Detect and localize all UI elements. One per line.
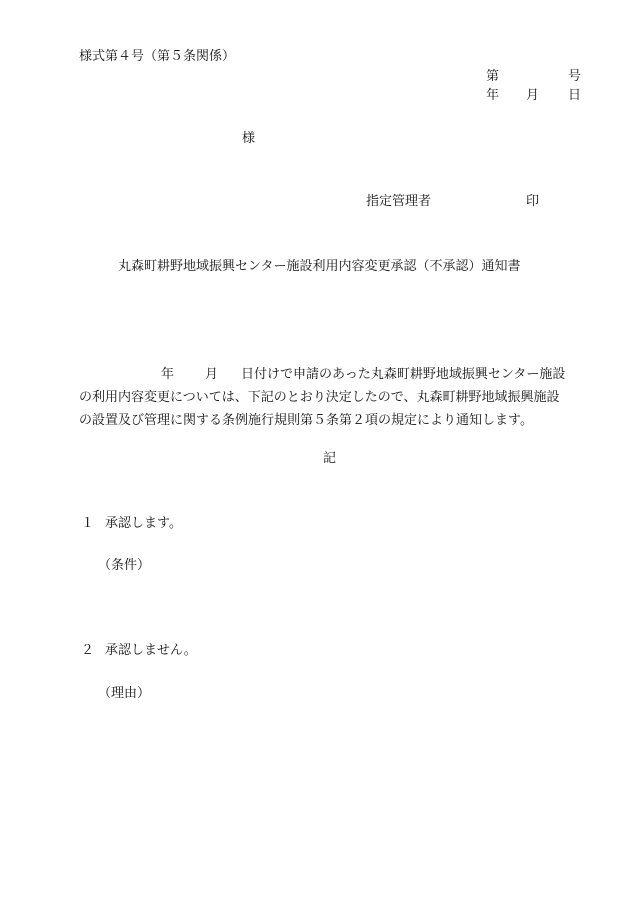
- item-approve-note: （条件）: [98, 558, 151, 573]
- item-reject-note: （理由）: [98, 686, 151, 701]
- body-month-label: 月: [205, 367, 219, 382]
- body-line-2: の利用内容変更については、下記のとおり決定したので、丸森町耕野地域振興施設: [79, 390, 560, 405]
- item-number: １: [81, 516, 95, 531]
- date-year-label: 年: [486, 88, 500, 103]
- addressee-honorific: 様: [242, 131, 256, 146]
- body-year-label: 年: [161, 367, 175, 382]
- item-reject: [81, 643, 197, 659]
- document-title: 丸森町耕野地域振興センター施設利用内容変更承認（不承認）通知書: [118, 259, 521, 274]
- body-line-1: [79, 363, 584, 386]
- item-number: ２: [81, 643, 95, 658]
- document-date: [486, 88, 581, 104]
- body-line-1-text: 日付けで申請のあった丸森町耕野地域振興センター施設: [241, 367, 566, 382]
- number-prefix: 第: [486, 69, 500, 84]
- body-line-3: の設置及び管理に関する条例施行規則第５条第２項の規定により通知します。: [79, 413, 533, 428]
- issuer-label: 指定管理者: [366, 194, 432, 209]
- item-text: 承認します。: [105, 516, 182, 531]
- date-day-label: 日: [568, 88, 582, 103]
- seal-mark: 印: [526, 194, 540, 209]
- date-month-label: 月: [526, 88, 540, 103]
- body-paragraph: [79, 363, 584, 432]
- issuer-line: [366, 194, 539, 210]
- form-number: 様式第４号（第５条関係）: [79, 49, 236, 64]
- number-suffix: 号: [568, 69, 582, 84]
- ki-heading: 記: [323, 451, 337, 466]
- document-number: [486, 69, 581, 85]
- item-approve: [81, 516, 182, 532]
- item-text: 承認しません。: [105, 643, 197, 658]
